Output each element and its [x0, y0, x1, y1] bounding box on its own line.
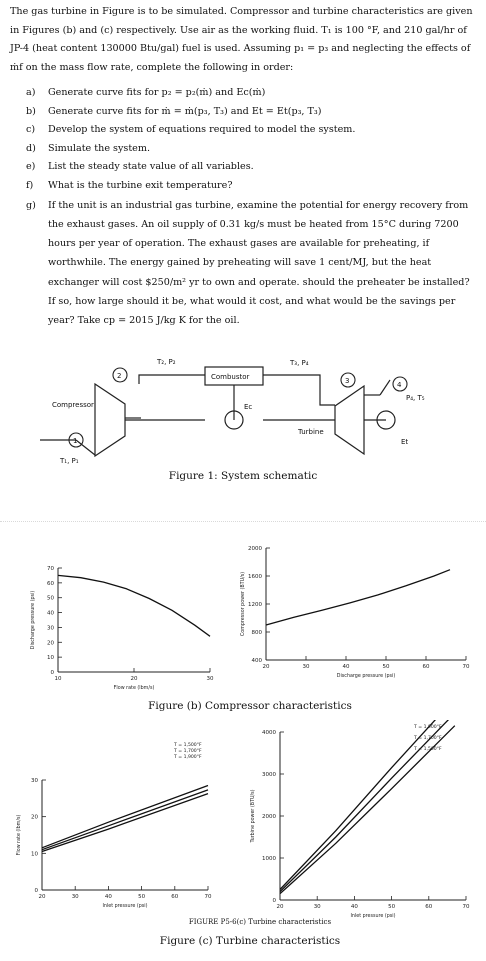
series-label: T = 1,700°F — [414, 736, 442, 741]
x-tick-label: 40 — [104, 894, 112, 900]
item-label: a) — [26, 87, 36, 98]
schematic-caption: Figure 1: System schematic — [168, 470, 318, 482]
x-tick-label: 60 — [422, 664, 430, 670]
node-3-label: 3 — [345, 377, 350, 385]
y-axis-label: Turbine power (BTU/s) — [251, 789, 256, 843]
y-tick-label: 3000 — [262, 772, 276, 778]
state-4-label: P₄, T₅ — [406, 394, 425, 402]
y-axis-label: Flow rate (lbm/s) — [17, 814, 22, 856]
item-text: List the steady state value of all variables. — [48, 161, 254, 173]
y-tick-label: 30 — [47, 625, 54, 632]
item-text: What is the turbine exit temperature? — [48, 179, 233, 191]
chart-compressor-power — [226, 540, 486, 690]
x-axis-label: Discharge pressure (psi) — [336, 674, 396, 679]
item-label: g) — [26, 199, 36, 211]
compressor-label: Compressor — [52, 401, 94, 409]
series-label: T = 1,500°F — [414, 747, 442, 752]
node-2-label: 2 — [117, 372, 122, 380]
ec-label: Ec — [244, 403, 253, 411]
y-tick-label: 800 — [251, 630, 262, 636]
y-tick-label: 40 — [47, 610, 54, 617]
y-tick-label: 30 — [31, 778, 38, 784]
x-tick-label: 20 — [276, 904, 284, 910]
x-tick-label: 20 — [38, 894, 46, 900]
x-tick-label: 30 — [71, 894, 79, 900]
y-tick-label: 400 — [251, 658, 262, 664]
figure-c-caption: Figure (c) Turbine characteristics — [159, 935, 341, 947]
chart-turbine-flow — [0, 730, 226, 920]
x-tick-label: 50 — [388, 904, 396, 910]
series-label: T = 1,900°F — [414, 725, 442, 730]
x-tick-label: 40 — [350, 904, 358, 910]
y-tick-label: 4000 — [262, 730, 276, 736]
x-tick-label: 20 — [262, 664, 270, 670]
list-item — [26, 177, 478, 196]
node-1-label: 1 — [73, 437, 78, 445]
x-tick-label: 70 — [204, 894, 212, 900]
y-tick-label: 0 — [34, 888, 38, 894]
y-axis-label: Compressor power (BTU/s) — [241, 571, 246, 637]
series-label: T = 1,500°F — [174, 743, 202, 748]
x-tick-label: 70 — [462, 664, 470, 670]
turbine-label: Turbine — [298, 428, 324, 436]
series-label: T = 1,700°F — [174, 749, 202, 754]
state-3-label: T₃, P₄ — [290, 359, 309, 367]
state-2-label: T₂, P₂ — [157, 358, 176, 366]
y-tick-label: 70 — [47, 566, 54, 572]
list-item — [26, 103, 478, 122]
y-tick-label: 1200 — [248, 602, 262, 608]
series-line — [266, 570, 450, 625]
task-list — [26, 84, 478, 331]
y-tick-label: 20 — [31, 814, 38, 821]
item-text: Generate curve fits for p₂ = p₂(ṁ) and Ec(ṁ) — [48, 87, 266, 98]
divider — [0, 521, 486, 522]
x-tick-label: 60 — [171, 894, 179, 900]
x-axis-label: Flow rate (lbm/s) — [113, 686, 155, 691]
list-item — [26, 121, 478, 140]
list-item — [26, 158, 478, 177]
y-tick-label: 20 — [47, 640, 54, 647]
series-line — [42, 790, 208, 850]
x-axis-label: Inlet pressure (psi) — [350, 914, 396, 919]
y-tick-label: 10 — [47, 655, 54, 662]
x-tick-label: 10 — [54, 676, 62, 682]
list-item — [26, 196, 478, 331]
y-tick-label: 50 — [47, 595, 54, 602]
y-tick-label: 2000 — [248, 546, 262, 552]
y-tick-label: 60 — [47, 580, 54, 587]
y-axis-label: Discharge pressure (psi) — [31, 590, 36, 650]
chart-turbine-power — [226, 720, 486, 920]
x-tick-label: 70 — [462, 904, 470, 910]
x-tick-label: 40 — [342, 664, 350, 670]
series-line — [58, 575, 210, 636]
x-tick-label: 30 — [302, 664, 310, 670]
x-tick-label: 30 — [313, 904, 321, 910]
figure-c-source: FIGURE P5-6(c) Turbine characteristics — [188, 918, 332, 926]
item-label: e) — [26, 161, 36, 173]
list-item — [26, 140, 478, 159]
x-axis-label: Inlet pressure (psi) — [102, 904, 148, 909]
item-text: Generate curve fits for ṁ = ṁ(p₃, T₃) and Et = Et(p₃, T₃) — [48, 105, 322, 117]
x-tick-label: 30 — [206, 676, 214, 682]
x-tick-label: 60 — [425, 904, 433, 910]
chart-compressor-pressure — [0, 560, 226, 700]
node-4-label: 4 — [397, 381, 402, 389]
item-label: f) — [26, 179, 34, 191]
series-line — [280, 720, 455, 892]
y-tick-label: 1000 — [262, 856, 276, 862]
x-tick-label: 50 — [138, 894, 146, 900]
series-line — [42, 794, 208, 852]
et-label: Et — [401, 438, 409, 446]
item-text: Develop the system of equations required to model the system. — [48, 124, 356, 136]
y-tick-label: 2000 — [262, 814, 276, 820]
y-tick-label: 10 — [31, 851, 38, 858]
problem-intro: The gas turbine in Figure is to be simulated. Compressor and turbine characteristics are given in Figures (b) and (c) respectively. Use air as the working fluid. T₁ is 100 °F, and 210 gal/hr of JP-4 (heat content 130000 Btu/gal) fuel is used. Assuming p₁ = p₃ and neglecting the effects of ṁf on the mass flow rate, complete the following in order: — [10, 6, 473, 73]
combustor-label: Combustor — [211, 373, 250, 381]
item-label: b) — [26, 105, 36, 117]
item-text: Simulate the system. — [48, 142, 150, 154]
item-label: d) — [26, 142, 36, 154]
y-tick-label: 0 — [272, 898, 276, 904]
x-tick-label: 20 — [130, 676, 138, 682]
item-label: c) — [26, 124, 36, 136]
figure-b-caption: Figure (b) Compressor characteristics — [148, 700, 352, 712]
series-line — [280, 720, 455, 890]
state-1-label: T₁, P₁ — [60, 457, 79, 465]
series-line — [42, 786, 208, 848]
list-item — [26, 84, 478, 103]
item-text: If the unit is an industrial gas turbine, examine the potential for energy recovery from the exhaust gases. An oil supply of 0.31 kg/s must be heated from 15°C during 7200 hours per year of operation. The exhaust gases are available for preheating, if worthwhile. The energy gained by preheating will save 1 cent/MJ, but the heat exchanger will cost $250/m² yr to own and operate. should the preheater be installed? If so, how large should it be, what would it cost, and what would be the savings per year? Take cp = 2015 J/kg K for the oil. — [48, 199, 470, 327]
series-label: T = 1,900°F — [174, 755, 202, 760]
y-tick-label: 0 — [50, 670, 54, 676]
x-tick-label: 50 — [382, 664, 390, 670]
y-tick-label: 1600 — [248, 574, 262, 580]
